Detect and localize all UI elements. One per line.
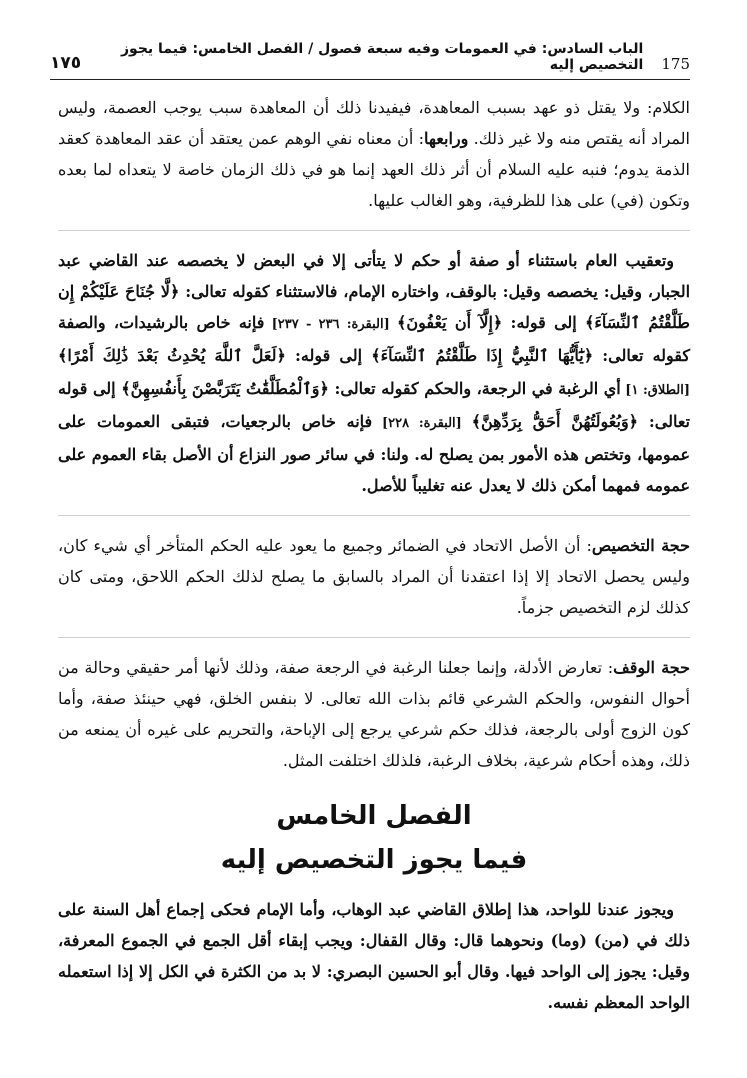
divider xyxy=(58,230,690,231)
paragraph-4 xyxy=(58,652,690,776)
verse-ref-3: [البقرة: ٢٢٨] xyxy=(372,416,472,431)
page-number-arabic: ١٧٥ xyxy=(50,53,82,73)
paragraph-1-text: الكلام: ولا يقتل ذو عهد بسبب المعاهدة، فيفيدنا ذلك أن المعاهدة سبب يوجب العصمة، وليس المراد أنه يقتص منه ولا غير ذلك. xyxy=(58,98,690,148)
verse-ref-2: [الطلاق: ١] xyxy=(620,383,690,398)
quran-verse-6: ﴿وَبُعُولَتُهُنَّ أَحَقُّ بِرَدِّهِنَّ﴾ xyxy=(471,412,639,431)
quran-verse-3: ﴿يَٰٓأَيُّهَا ٱلنَّبِيُّ إِذَا طَلَّقْتُمُ ٱلنِّسَآءَ﴾ xyxy=(371,346,594,365)
p2-d: إلى قوله: xyxy=(285,346,372,365)
p2-a: وتعقيب العام باستثناء أو صفة أو حكم لا يتأتى إلا في البعض لا يخصصه عند القاضي عبد الجبار، وقيل: يخصصه وقيل: بالوقف، واختاره الإمام، فالاستثناء كقوله تعالى: xyxy=(58,251,691,301)
paragraph-3-label: حجة التخصيص xyxy=(591,536,690,555)
header-right xyxy=(81,41,690,73)
quran-verse-2: ﴿إِلَّآ أَن يَعْفُونَ﴾ xyxy=(396,313,503,332)
p2-c: فإنه خاص بالرشيدات، والصفة كقوله تعالى: xyxy=(58,313,691,365)
divider xyxy=(58,637,690,638)
page-header xyxy=(50,38,690,80)
paragraph-4-label: حجة الوقف xyxy=(613,658,690,677)
chapter-title: الفصل الخامس xyxy=(276,801,472,831)
paragraph-5-text: ويجوز عندنا للواحد، هذا إطلاق القاضي عبد الوهاب، وأما الإمام فحكى إجماع أهل السنة على ذلك في (من) (وما) ونحوهما قال: وقال القفال: ويجب إبقاء أقل الجمع في الجموع المعرفة، وقيل: يجوز إلى الواحد فيها. وقال أبو الحسين البصري: لا بد من الكثرة في الكل إلا إذا استعمله الواحد المعظم نفسه. xyxy=(58,900,690,1012)
chapter-subtitle: فيما يجوز التخصيص إليه xyxy=(220,845,528,875)
paragraph-3-text: : أن الأصل الاتحاد في الضمائر وجميع ما يعود عليه الحكم المتأخر أي شيء كان، وليس يحصل الاتحاد إلا إذا اعتقدنا أن المراد بالسابق ما يصلح لذلك الحكم اللاحق، ومتى كان كذلك لزم التخصيص جزماً. xyxy=(58,536,690,617)
paragraph-3 xyxy=(58,530,690,623)
quran-verse-4: ﴿لَعَلَّ ٱللَّهَ يُحْدِثُ بَعْدَ ذَٰلِكَ أَمْرًا﴾ xyxy=(58,346,286,365)
verse-ref-1: [البقرة: ٢٣٦ - ٢٣٧] xyxy=(264,317,397,332)
quran-verse-5: ﴿وَٱلْمُطَلَّقَٰتُ يَتَرَبَّصْنَ بِأَنفُسِهِنَّ﴾ xyxy=(121,379,329,398)
p2-b: إلى قوله: xyxy=(502,313,586,332)
paragraph-1 xyxy=(58,92,690,216)
paragraph-1-text-2: : أن معناه نفي الوهم عمن يعتقد أن عقد المعاهدة كعقد الذمة يدوم؛ فنبه عليه السلام أن أثر ذلك العهد إنما هو في ذلك الزمان خاصة لا يتعداه لما بعده وتكون (في) على هذا للظرفية، وهو الغالب عليها. xyxy=(58,129,690,210)
paragraph-1-label: ورابعها xyxy=(424,129,469,148)
paragraph-2 xyxy=(58,245,690,501)
p2-e: أي الرغبة في الرجعة، والحكم كقوله تعالى: xyxy=(328,379,621,398)
p2-g: فإنه خاص بالرجعيات، فتبقى العمومات على عمومها، وتختص هذه الأمور بمن يصلح له. ولنا: في سائر صور النزاع أن الأصل بقاء العموم على عمومه فمهما أمكن ذلك لا يعدل عنه تغليباً للأصل. xyxy=(58,412,690,495)
page-body xyxy=(58,92,690,1032)
paragraph-5 xyxy=(58,894,690,1018)
paragraph-4-text: : تعارض الأدلة، وإنما جعلنا الرغبة في الرجعة صفة، وذلك لأنها أمر حقيقي وحالة من أحوال النفوس، والحكم الشرعي قائم بذات الله تعالى. لا بنفس الخلق، فهي حينئذ صفة، وأما كون الزوج أولى بالرجعة، فذلك حكم شرعي يرجع إلى الإباحة، والتحريم على غيره أن يمنعه من ذلك، وهذه أحكام شرعية، بخلاف الرغبة، فلذلك اختلفت المثل. xyxy=(58,658,690,770)
page-number-latin: 175 xyxy=(661,55,690,73)
quran-verse-1: ﴿لَّا جُنَاحَ عَلَيْكُمْ إِن طَلَّقْتُمُ ٱلنِّسَآءَ﴾ xyxy=(58,282,691,332)
running-title: الباب السادس: في العمومات وفيه سبعة فصول / الفصل الخامس: فيما يجوز التخصيص إليه xyxy=(121,41,644,73)
p2-f: إلى قوله تعالى: xyxy=(58,379,691,431)
divider xyxy=(58,515,690,516)
